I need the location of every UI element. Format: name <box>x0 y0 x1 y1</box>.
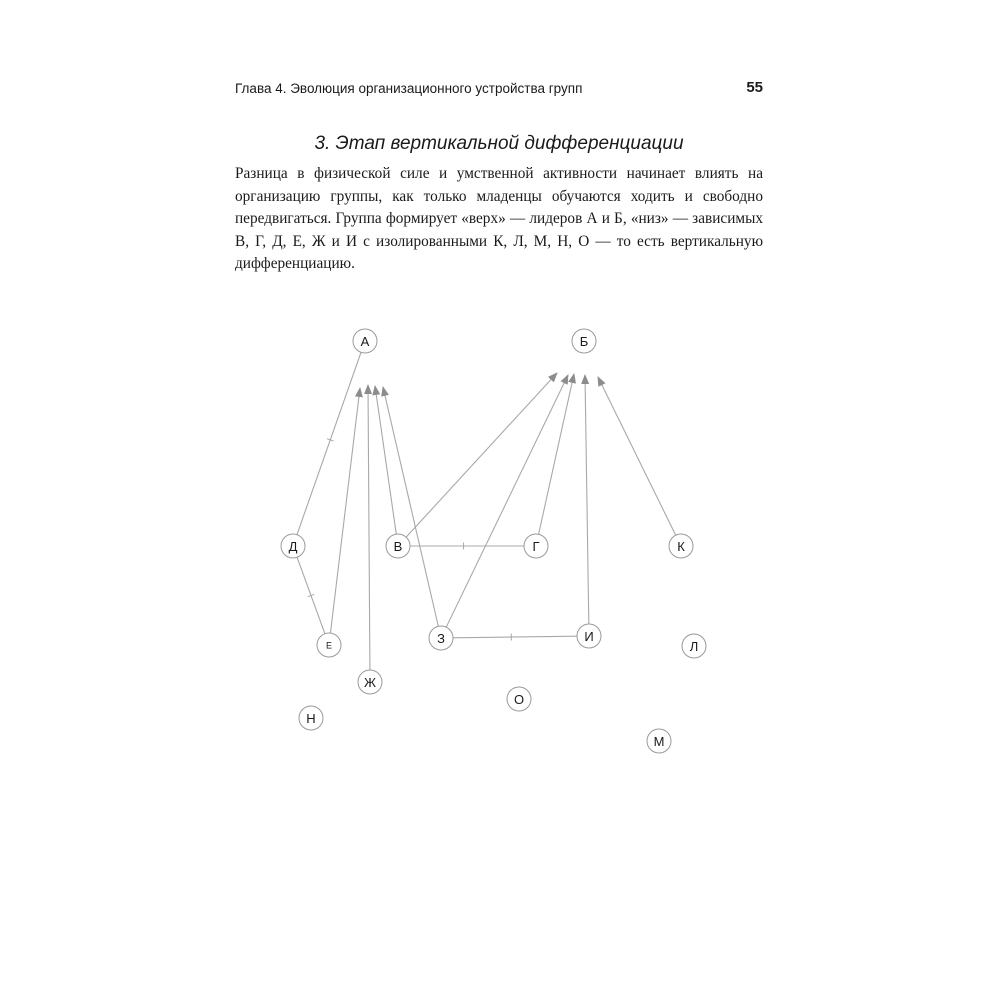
node-i <box>577 624 601 648</box>
node-label: Ж <box>363 675 377 690</box>
node-label: В <box>393 539 403 554</box>
body-paragraph: Разница в физической силе и умственной активности начинает влиять на организацию группы, как только младенцы обучаются ходить и свободно передвигаться. Группа формирует «верх» — лидеров А и Б, «низ» — зависимых В, Г, Д, Е, Ж и И с изолированными К, Л, М, Н, О — то есть вертикальную дифференциацию. <box>235 165 763 272</box>
node-e <box>317 633 341 657</box>
chapter-title: Глава 4. Эволюция организационного устройства групп <box>235 81 583 96</box>
node-label: Б <box>579 334 589 349</box>
node-label: Л <box>689 639 699 654</box>
edge-z-a <box>383 387 438 626</box>
node-label: Е <box>325 640 333 651</box>
node-zh <box>358 670 382 694</box>
node-label: Д <box>288 539 298 554</box>
node-o <box>507 687 531 711</box>
edge-e-a <box>330 388 360 633</box>
node-label: О <box>513 692 525 707</box>
edge-d-a <box>297 352 361 534</box>
edge-i-b <box>585 375 589 624</box>
node-d <box>281 534 305 558</box>
node-a <box>353 329 377 353</box>
edge-z-i <box>453 636 577 638</box>
section-title: 3. Этап вертикальной дифференциации <box>314 133 684 154</box>
node-label: А <box>360 334 370 349</box>
edge-zh-a <box>368 385 370 670</box>
edge-v-a <box>375 386 396 534</box>
node-b <box>572 329 596 353</box>
node-m <box>647 729 671 753</box>
edges-layer <box>297 352 676 670</box>
node-g <box>524 534 548 558</box>
node-v <box>386 534 410 558</box>
node-label: З <box>437 631 445 646</box>
node-label: Н <box>306 711 316 726</box>
node-k <box>669 534 693 558</box>
edge-z-b <box>446 375 568 627</box>
edge-k-b <box>598 377 676 535</box>
node-label: Г <box>532 539 540 554</box>
node-label: М <box>653 734 665 749</box>
page-number: 55 <box>746 79 763 96</box>
node-label: К <box>677 539 685 554</box>
node-label: И <box>584 629 594 644</box>
nodes-layer <box>281 329 706 753</box>
edge-v-b <box>406 373 557 537</box>
node-l <box>682 634 706 658</box>
node-n <box>299 706 323 730</box>
node-z <box>429 626 453 650</box>
